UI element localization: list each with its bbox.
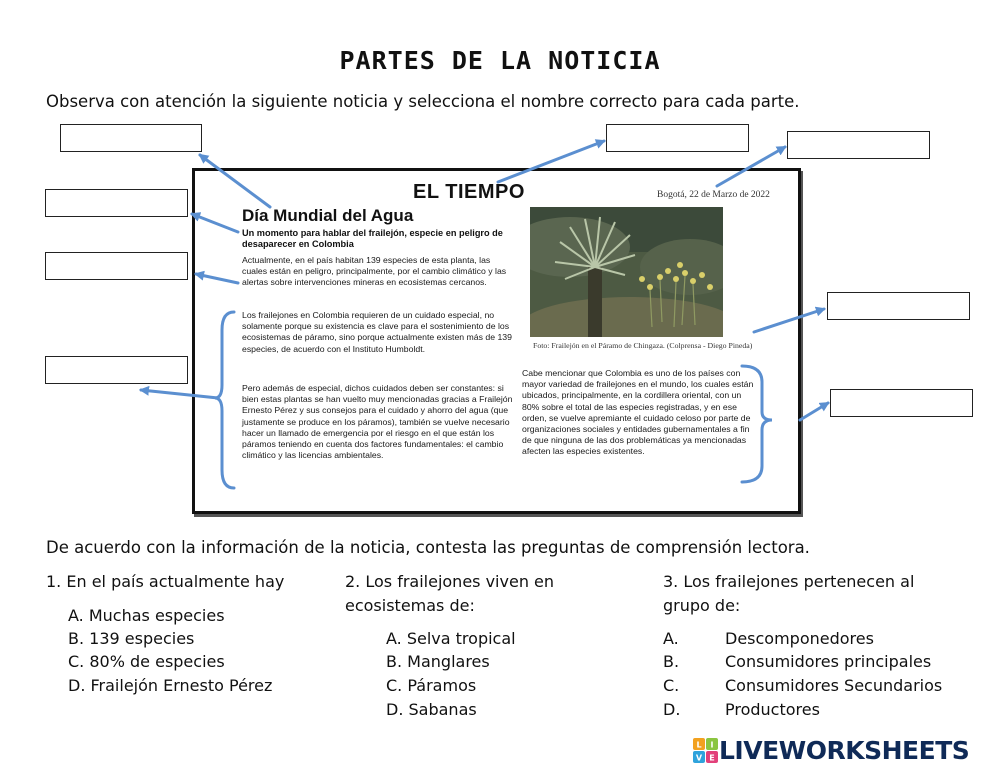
question-2: 2. Los frailejones viven en ecosistemas de: [345,572,555,615]
arrow-date-box [717,147,785,186]
liveworksheets-logo [693,736,969,765]
q1-option-b[interactable]: B. 139 especies [68,629,195,648]
arrow-lead-box [196,274,238,283]
brace-right [742,366,772,482]
arrow-photo-box [754,309,824,332]
arrow-title-box [498,141,604,182]
instruction-text: Observa con atención la siguiente noticia y selecciona el nombre correcto para cada parte. [46,92,800,111]
q1-option-d[interactable]: D. Frailejón Ernesto Pérez [68,676,273,695]
q3-option-d[interactable]: D. Productores [663,700,820,719]
q2-option-c[interactable]: C. Páramos [386,676,477,695]
svg-text:V: V [695,753,703,762]
news-body-2: Pero además de especial, dichos cuidados deben ser constantes: si bien estas plantas se han vuelto muy mencionadas gracias a Frailejón Ernesto Pérez y sus consejos para el cuidado y ahorro del agua (que justamente se produce en los páramos), también se vuelve necesario hacer un llamado de emergencia por el riesgo en el que están los páramos teniendo en cuenta dos factores fundamentales: el cambio climático y las licencias ambientales. [242,383,513,461]
brace-left [215,312,234,488]
arrow-body-box [141,390,218,398]
logo-text: LIVEWORKSHEETS [719,736,970,765]
q1-option-c[interactable]: C. 80% de especies [68,652,225,671]
q3-option-b[interactable]: B. Consumidores principales [663,652,932,671]
worksheet-title: PARTES DE LA NOTICIA [339,46,661,75]
question-3: 3. Los frailejones pertenecen al grupo de: [663,572,915,615]
arrow-headline-box [192,214,238,232]
question-1: 1. En el país actualmente hay [46,572,285,591]
svg-text:L: L [696,740,702,749]
photo-caption: Foto: Frailejón en el Páramo de Chingaza. (Colprensa - Diego Pineda) [533,341,753,350]
svg-text:E: E [709,753,715,762]
q2-option-d[interactable]: D. Sabanas [386,700,477,719]
news-body-3: Cabe mencionar que Colombia es uno de los países con mayor variedad de frailejones en el mundo, los cuales están ubicados, principalmente, en la cordillera oriental, con un 80% sobre el total de las especies registradas, y en ese orden, se vuelve apremiante el cuidado celoso por parte de organizaciones sociales y entidades gubernamentales a fin de que ninguna de las dos problemáticas ya mencionadas afecten las especies existentes. [522,368,754,457]
arrow-body-right-box [800,403,828,420]
news-lead: Actualmente, en el país habitan 139 especies de esta planta, las cuales están en peligro, principalmente, por el cambio climático y las alertas sobre intervenciones mineras en ecosistemas cercanos. [242,255,507,288]
questions-intro: De acuerdo con la información de la noticia, contesta las preguntas de comprensión lectora. [46,538,810,557]
svg-text:I: I [710,740,714,749]
newspaper-masthead: EL TIEMPO [413,181,525,203]
q2-option-b[interactable]: B. Manglares [386,652,490,671]
news-date: Bogotá, 22 de Marzo de 2022 [657,190,770,200]
news-subheadline: Un momento para hablar del frailejón, especie en peligro de desaparecer en Colombia [242,228,503,249]
arrow-masthead-box [200,155,270,207]
logo-badge-icon [693,738,719,764]
q1-option-a[interactable]: A. Muchas especies [68,606,225,625]
news-headline: Día Mundial del Agua [242,206,414,225]
q3-option-a[interactable]: A. Descomponedores [663,629,874,648]
news-body-1: Los frailejones en Colombia requieren de un cuidado especial, no solamente porque su existencia es clave para el sostenimiento de los ecosistemas de páramo, sino porque actualmente existen más de 139 especies, de acuerdo con el Instituto Humboldt. [242,310,512,354]
q2-option-a[interactable]: A. Selva tropical [386,629,516,648]
q3-option-c[interactable]: C. Consumidores Secundarios [663,676,943,695]
